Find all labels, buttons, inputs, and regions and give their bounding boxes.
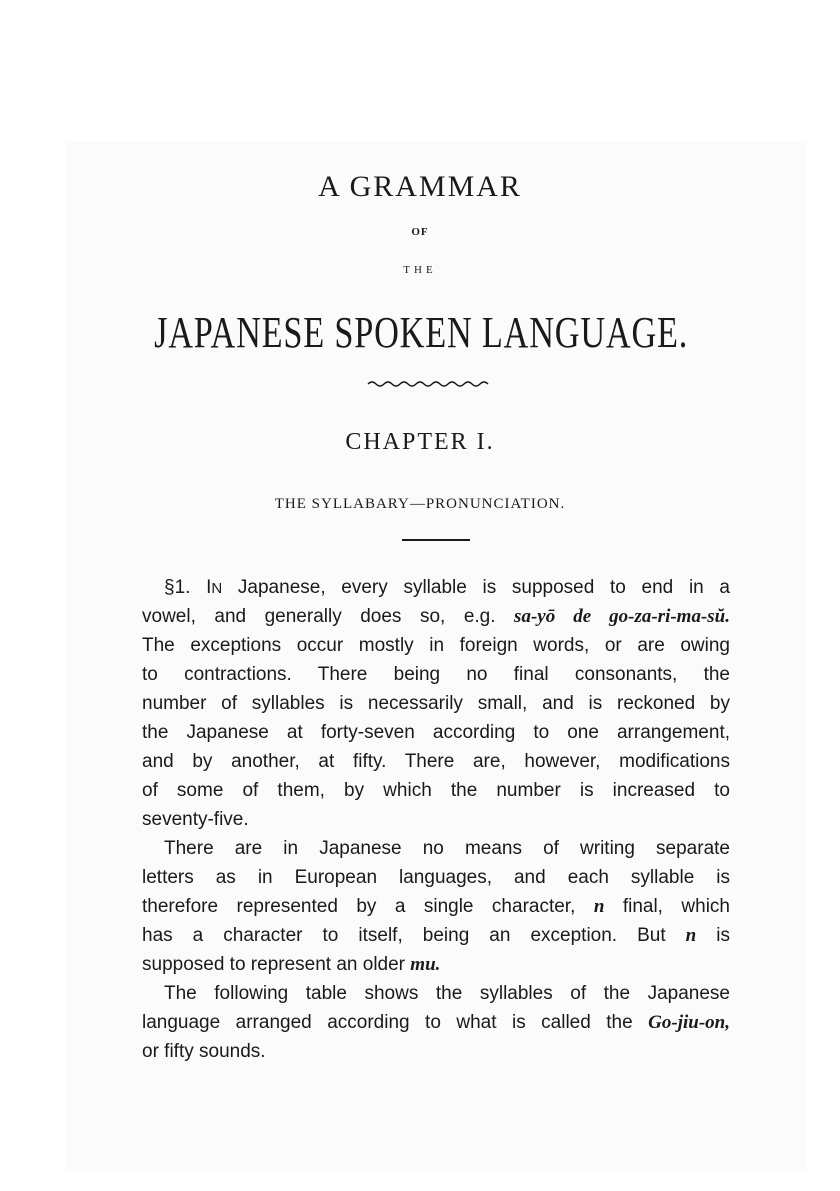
- italic-text: n: [593, 896, 605, 917]
- line-text: has a character to itself, being an exception. But: [142, 925, 686, 946]
- paragraph-line-16: [142, 1011, 730, 1035]
- line-text: is: [696, 925, 731, 946]
- paragraph-line-8: of some of them, by which the number is increased to: [142, 780, 730, 801]
- line-text: final, which: [604, 896, 730, 917]
- line-text: language arranged according to what is called the: [142, 1012, 649, 1033]
- paragraph-line-17: or fifty sounds.: [142, 1041, 266, 1062]
- paragraph-line-14: [142, 953, 730, 977]
- paragraph-line-9: seventy-five.: [142, 809, 249, 830]
- italic-text: Go-jiu-on,: [648, 1012, 730, 1033]
- chapter-subheading: THE SYLLABARY—PRONUNCIATION.: [274, 496, 566, 512]
- paragraph-line-12: [142, 895, 730, 919]
- paragraph-line-3: The exceptions occur mostly in foreign words, or are owing: [142, 635, 730, 656]
- paragraph-line-4: to contractions. There being no final consonants, the: [142, 664, 730, 685]
- book-title-line-1: A GRAMMAR: [318, 170, 522, 203]
- italic-text: n: [685, 925, 697, 946]
- book-title-the: THE: [403, 264, 437, 276]
- small-caps-rest: N: [211, 580, 223, 597]
- book-title-of: OF: [411, 226, 429, 238]
- paragraph-line-11: letters as in European languages, and each syllable is: [142, 867, 730, 888]
- italic-text: mu.: [410, 954, 441, 975]
- paragraph-line-13: [142, 924, 730, 948]
- section-mark: §1.: [164, 577, 207, 598]
- line-text: therefore represented by a single character,: [142, 896, 594, 917]
- paragraph-line-2: [142, 605, 730, 629]
- paragraph-line-15: The following table shows the syllables of the Japanese: [164, 983, 730, 1004]
- small-caps-first: I: [206, 577, 212, 598]
- line-text: Japanese, every syllable is supposed to end in a: [222, 577, 730, 598]
- wavy-ornament-icon: [366, 378, 490, 388]
- paragraph-line-5: number of syllables is necessarily small, and is reckoned by: [142, 693, 730, 714]
- line-text: supposed to represent an older: [142, 954, 411, 975]
- paragraph-line-7: and by another, at fifty. There are, however, modifications: [142, 751, 730, 772]
- chapter-heading: CHAPTER I.: [345, 429, 495, 455]
- italic-text: sa-yō de go-za-ri-ma-sŭ.: [514, 606, 730, 627]
- paragraph-line-10: There are in Japanese no means of writing separate: [164, 838, 730, 859]
- paragraph-line-1: [142, 576, 730, 600]
- section-rule: [402, 539, 470, 541]
- book-title-main: JAPANESE SPOKEN LANGUAGE.: [154, 308, 689, 357]
- line-text: vowel, and generally does so, e.g.: [142, 606, 515, 627]
- paragraph-line-6: the Japanese at forty-seven according to one arrangement,: [142, 722, 730, 743]
